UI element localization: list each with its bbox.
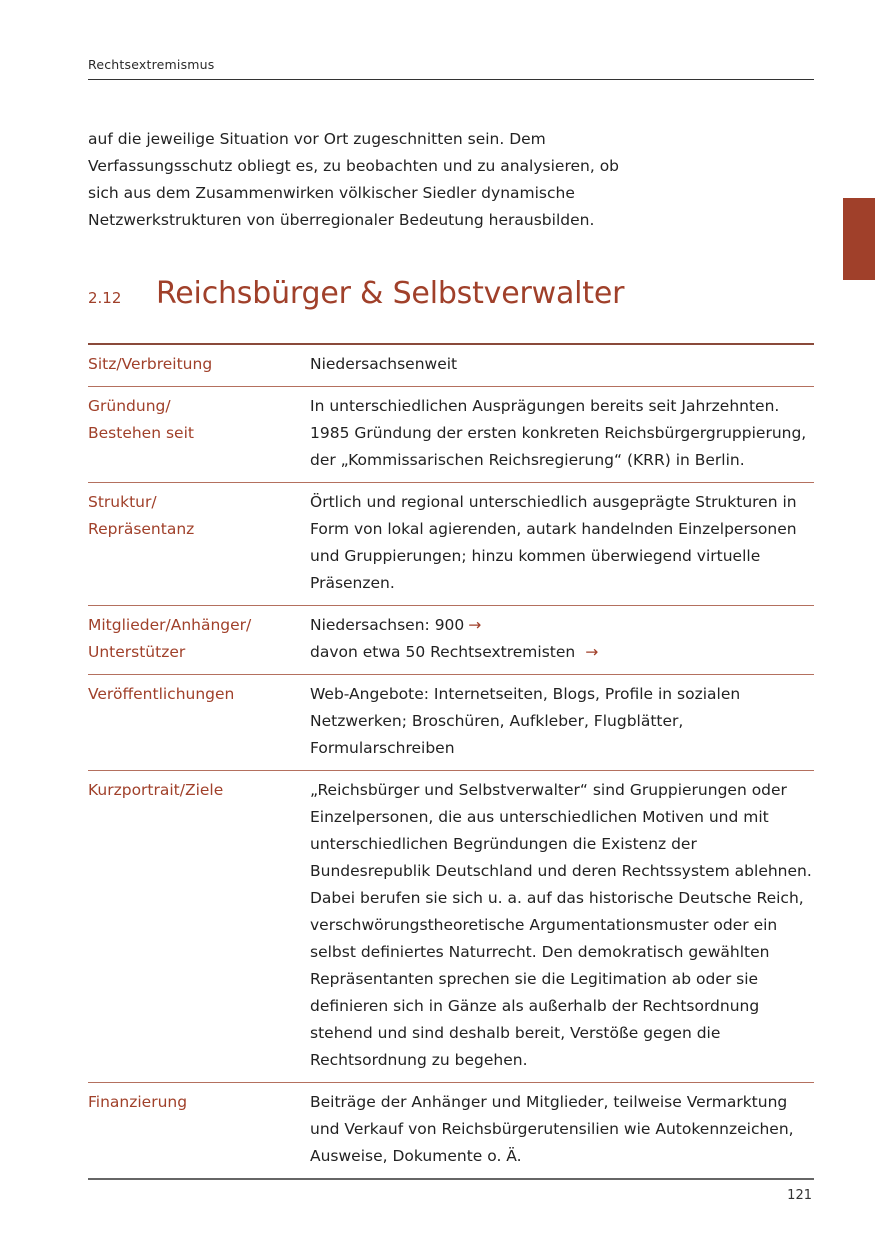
table-row (88, 675, 814, 771)
member-count-line (310, 612, 814, 639)
table-row (88, 483, 814, 606)
extremist-count-line (310, 639, 814, 666)
row-value: Web-Angebote: Internetseiten, Blogs, Profile in sozialen Netzwerken; Broschüren, Aufkleber, Flugblätter, Formularschreiben (310, 685, 741, 757)
table-row (88, 606, 814, 675)
row-value: „Reichsbürger und Selbstverwalter“ sind Gruppierungen oder Einzelpersonen, die aus unterschiedlichen Motiven und mit unterschiedlichen Begründungen die Existenz der Bundesrepublik Deutschland und deren Rechtssystem ablehnen. Dabei berufen sie sich u. a. auf das historische Deutsche Reich, verschwörungstheoretische Argumentationsmuster oder ein selbst definiertes Naturrecht. Den demokratisch gewählten Repräsentanten sprechen sie die Legitimation ab oder sie definieren sich in Gänze als außerhalb der Rechtsordnung stehend und sind deshalb bereit, Verstöße gegen die Rechtsordnung zu begehen. (310, 781, 812, 1069)
section-title: Reichsbürger & Selbstverwalter (156, 276, 625, 311)
extremist-count-text: davon etwa 50 Rechtsextremisten (310, 643, 576, 661)
table-row (88, 345, 814, 387)
row-label: Mitglieder/Anhänger/ Unterstützer (88, 616, 252, 661)
row-value: Niedersachsenweit (310, 355, 458, 373)
section-heading (88, 276, 624, 320)
trend-arrow-icon: → (468, 616, 482, 634)
intro-text: auf die jeweilige Situation vor Ort zugeschnitten sein. Dem Verfassungsschutz obliegt es, zu beobachten und zu analysieren, ob sich aus dem Zusammenwirken völkischer Siedler dynamische Netzwerkstrukturen von überregionaler Bedeutung herausbilden. (88, 130, 620, 229)
row-value: In unterschiedlichen Ausprägungen bereits seit Jahrzehnten. 1985 Gründung der ersten konkreten Reichsbürgergruppierung, der „Kommissarischen Reichsregierung“ (KRR) in Berlin. (310, 397, 807, 469)
row-label: Finanzierung (88, 1093, 188, 1111)
intro-paragraph (88, 126, 648, 234)
chapter-tab-marker (843, 198, 875, 280)
table-row (88, 1083, 814, 1178)
row-label: Sitz/Verbreitung (88, 355, 213, 373)
trend-arrow-icon: → (585, 643, 599, 661)
member-count-text: Niedersachsen: 900 (310, 616, 465, 634)
table-row (88, 387, 814, 483)
row-value: Örtlich und regional unterschiedlich ausgeprägte Strukturen in Form von lokal agierenden, autark handelnden Einzelpersonen und Gruppierungen; hinzu kommen überwiegend virtuelle Präsenzen. (310, 493, 797, 592)
row-label: Kurzportrait/Ziele (88, 781, 224, 799)
table-row (88, 771, 814, 1083)
row-label: Veröffentlichungen (88, 685, 235, 703)
profile-table (88, 343, 814, 1180)
header-rule (88, 79, 814, 80)
section-number: 2.12 (88, 289, 122, 307)
row-label: Gründung/ Bestehen seit (88, 397, 194, 442)
row-value (310, 612, 814, 666)
row-value: Beiträge der Anhänger und Mitglieder, teilweise Vermarktung und Verkauf von Reichsbürgerutensilien wie Autokennzeichen, Ausweise, Dokumente o. Ä. (310, 1093, 794, 1165)
page-number: 121 (787, 1188, 812, 1203)
running-title: Rechtsextremismus (88, 57, 215, 72)
row-label: Struktur/ Repräsentanz (88, 493, 195, 538)
